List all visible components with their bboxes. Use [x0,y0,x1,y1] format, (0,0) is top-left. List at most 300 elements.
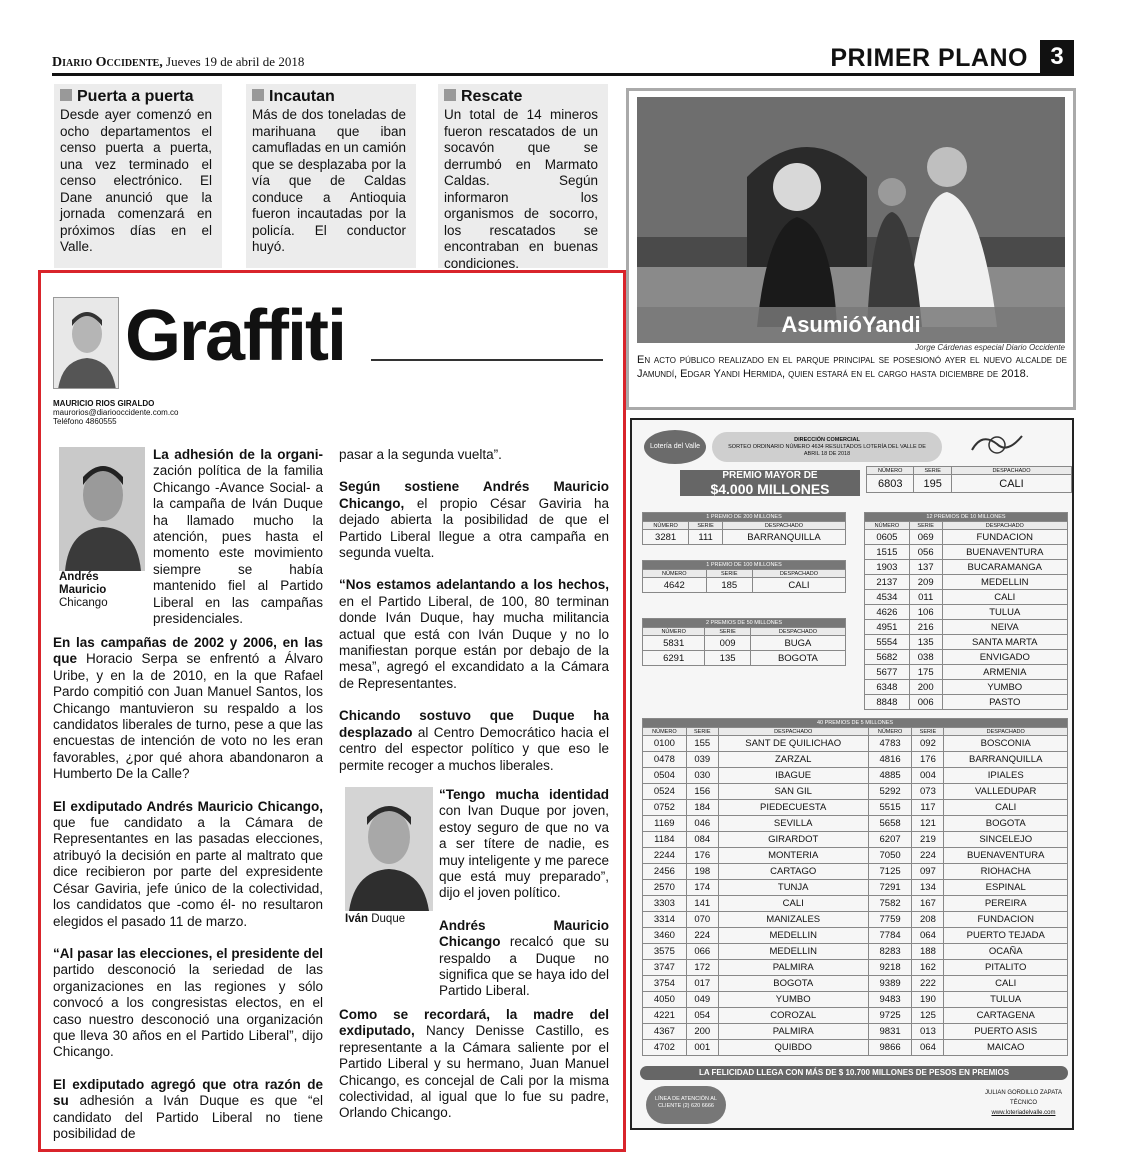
table-row [643,1040,1068,1056]
cell-serie: 224 [912,848,944,864]
cell-numero: 3314 [643,912,687,928]
cell-despachado: ESPINAL [944,880,1068,896]
paragraph-lead: Como se recordará, la madre del exdiputado, [339,1007,609,1039]
cell-serie: 190 [912,992,944,1008]
cell-numero: 6348 [865,680,910,695]
lottery-banner [712,432,942,462]
cell-despachado: TUNJA [718,880,868,896]
table-row [643,800,1068,816]
cell-numero: 4702 [643,1040,687,1056]
table-row [643,848,1068,864]
table-caption: 1 PREMIO DE 100 MILLONES [643,561,846,570]
brief-puerta-a-puerta [54,84,222,268]
col-despachado: DESPACHADO [944,728,1068,736]
col-serie: SERIE [912,728,944,736]
brief-title-text: Puerta a puerta [77,88,194,105]
col-serie: SERIE [689,522,723,530]
cell-despachado: BUGA [750,636,845,651]
paragraph [53,635,323,783]
cell-numero: 6207 [868,832,912,848]
table-caption: 1 PREMIO DE 200 MILLONES [643,513,846,522]
table-row [643,530,846,545]
masthead-dateline [52,54,304,71]
col-numero: NÚMERO [868,728,912,736]
paragraph-lead: El exdiputado Andrés Mauricio Chicango, [53,798,323,814]
cell-serie: 198 [686,864,718,880]
paragraph [339,447,609,463]
col-serie: SERIE [686,728,718,736]
paragraph [339,708,609,774]
table-row [643,864,1068,880]
cell-despachado: TULUA [944,992,1068,1008]
table-row [865,680,1068,695]
paragraph [339,577,609,692]
cell-numero: 9218 [868,960,912,976]
paragraph [439,918,609,1000]
table-row [865,665,1068,680]
cell-despachado: MONTERIA [718,848,868,864]
square-bullet-icon [252,89,264,101]
lottery-header-line2: SORTEO ORDINARIO NÚMERO 4634 RESULTADOS LOTERÍA DEL VALLE DE [728,444,926,450]
cell-numero: 0100 [643,736,687,752]
cell-numero: 5515 [868,800,912,816]
cell-serie: 004 [912,768,944,784]
cell-numero: 3281 [643,530,689,545]
cell-serie: 176 [912,752,944,768]
cell-despachado: CALI [944,976,1068,992]
columnist-portrait [54,298,119,389]
cell-serie: 219 [912,832,944,848]
paragraph-lead: Chicando sostuvo que Duque ha desplazado [339,708,609,740]
paragraph [439,787,609,902]
author-name: MAURICIO RIOS GIRALDO [53,399,155,408]
cell-despachado: CALI [752,578,845,593]
cell-despachado: CARTAGENA [944,1008,1068,1024]
cell-serie: 013 [912,1024,944,1040]
col-despachado: DESPACHADO [752,570,845,578]
paragraph-body: Nancy Denisse Castillo, es representante a la Cámara saliente por el Partido Liberal y su hermano, Juan Manuel Chicango, es concejal de Cali por la misma colectividad, al igual que lo fue su padre, Orlando Chicango. [339,1023,609,1121]
cell-despachado: MEDELLIN [718,944,868,960]
author-email: maurorios@diariooccidente.com.co [53,408,179,417]
brief-text: Desde ayer comenzó en ocho departamentos el censo puerta a puerta, una vez terminado el censo electrónico. El Dane anunció que la jornada comenzará en próximos días en el Valle. [60,107,212,254]
paragraph [339,479,609,561]
cell-serie: 039 [686,752,718,768]
grand-prize-table [866,466,1072,493]
masthead [52,44,1074,76]
cell-serie: 141 [686,896,718,912]
cell-despachado: SINCELEJO [944,832,1068,848]
left-text-column [153,447,323,643]
cell-numero: 9831 [868,1024,912,1040]
duque-portrait [345,787,433,911]
cell-numero: 4951 [865,620,910,635]
issue-date: Jueves 19 de abril de 2018 [166,54,305,69]
table-row [643,784,1068,800]
table-row [865,605,1068,620]
table-header-row [643,628,846,636]
lottery-footer-banner: LA FELICIDAD LLEGA CON MÁS DE $ 10.700 MILLONES DE PESOS EN PREMIOS [640,1066,1068,1080]
cell-numero: 4050 [643,992,687,1008]
table-row [643,651,846,666]
paragraph-body: al Centro Democrático hacia el centro del espector político y que eso le permite recoger a muchos liberales. [339,724,609,773]
cell-despachado: BUENAVENTURA [942,545,1067,560]
cell-despachado: YUMBO [942,680,1067,695]
cell-numero: 8848 [865,695,910,710]
table-row [865,695,1068,710]
brief-incautan [246,84,416,268]
lottery-header [632,424,1072,468]
cell-despachado: SANTA MARTA [942,635,1067,650]
cell-despachado: PASTO [942,695,1067,710]
cell-serie: 200 [686,1024,718,1040]
table-row [643,832,1068,848]
cell-serie: 125 [912,1008,944,1024]
paper-name: Diario Occidente, [52,55,163,70]
paragraph-lead: El exdiputado agregó que otra razón de su [53,1076,323,1109]
cell-serie: 184 [686,800,718,816]
table-caption-row [865,513,1068,522]
cell-numero: 4534 [865,590,910,605]
cell-serie: 001 [686,1040,718,1056]
col-despachado: DESPACHADO [952,467,1072,475]
table-row [865,575,1068,590]
duque-photo [345,787,433,911]
photo-story [626,88,1076,410]
prize-table-50 [642,618,846,666]
table-row [643,944,1068,960]
duque-caption [345,913,405,925]
table-row [643,960,1068,976]
cell-serie: 117 [912,800,944,816]
cell-numero: 9866 [868,1040,912,1056]
cell-numero: 4626 [865,605,910,620]
table-row [643,768,1068,784]
col-numero: NÚMERO [643,522,689,530]
table-row [643,752,1068,768]
cell-despachado: SAN GIL [718,784,868,800]
cell-serie: 121 [912,816,944,832]
cell-despachado: NEIVA [942,620,1067,635]
cell-despachado: MEDELLIN [942,575,1067,590]
cell-serie: 064 [912,928,944,944]
cell-serie: 092 [912,736,944,752]
cell-serie: 049 [686,992,718,1008]
brief-title [252,88,406,106]
col-despachado: DESPACHADO [722,522,845,530]
cell-despachado: CALI [942,590,1067,605]
table-row [643,928,1068,944]
cell-serie: 006 [909,695,942,710]
cell-numero: 5682 [865,650,910,665]
cell-numero: 9389 [868,976,912,992]
col-despachado: DESPACHADO [718,728,868,736]
cell-serie: 054 [686,1008,718,1024]
square-bullet-icon [444,89,456,101]
column-title: Graffiti [125,296,346,376]
cell-numero: 7291 [868,880,912,896]
cell-despachado: RIOHACHA [944,864,1068,880]
cell-despachado: BOSCONIA [944,736,1068,752]
news-photo [637,97,1065,343]
cell-numero: 1903 [865,560,910,575]
cell-serie: 070 [686,912,718,928]
cell-numero: 3575 [643,944,687,960]
cell-serie: 156 [686,784,718,800]
cell-numero: 7582 [868,896,912,912]
table-row [643,912,1068,928]
paragraph-lead: “Tengo mucha identidad [439,787,609,802]
signer [985,1088,1062,1118]
cell-despachado: IPIALES [944,768,1068,784]
cell-numero: 1515 [865,545,910,560]
cell-numero: 2456 [643,864,687,880]
table-row [643,816,1068,832]
cell-despachado: TULUA [942,605,1067,620]
cell-despachado: PUERTO ASIS [944,1024,1068,1040]
cell-serie: 175 [909,665,942,680]
cell-numero: 3754 [643,976,687,992]
brief-rescate [438,84,608,271]
grand-despachado: CALI [952,475,1072,493]
table-row [865,560,1068,575]
table-caption-row [643,619,846,628]
author-block [53,399,179,426]
prize-table-seco [642,718,1068,1056]
cell-numero: 4783 [868,736,912,752]
table-caption: 12 PREMIOS DE 10 MILLONES [865,513,1068,522]
chicango-portrait [59,447,145,571]
chicango-photo [59,447,145,571]
lottery-logo: Lotería del Valle [644,430,706,464]
cell-despachado: YUMBO [718,992,868,1008]
cell-numero: 3460 [643,928,687,944]
cell-serie: 135 [705,651,751,666]
cell-despachado: ZARZAL [718,752,868,768]
grand-prize-label [680,470,860,496]
table-row [865,545,1068,560]
cell-numero: 9483 [868,992,912,1008]
chicango-caption-text: Chicango [59,597,108,609]
cell-serie: 222 [912,976,944,992]
cell-serie: 097 [912,864,944,880]
cell-despachado: PALMIRA [718,960,868,976]
table-caption-row [643,561,846,570]
section-title: PRIMER PLANO [830,44,1028,72]
left-text-column-lower [53,635,323,1158]
cell-despachado: ARMENIA [942,665,1067,680]
cell-numero: 0605 [865,530,910,545]
prize-table-200 [642,512,846,545]
cell-serie: 066 [686,944,718,960]
table-caption: 40 PREMIOS DE 5 MILLONES [643,719,1068,728]
table-row [865,635,1068,650]
cell-despachado: BUENAVENTURA [944,848,1068,864]
paragraph [53,946,323,1061]
cell-numero: 5292 [868,784,912,800]
col-serie: SERIE [705,628,751,636]
cell-despachado: CARTAGO [718,864,868,880]
paragraph-body: recalcó que su respaldo a Duque no significa que se haya ido del Partido Liberal. [439,934,609,999]
lottery-website: www.loteriadelvalle.com [991,1110,1056,1116]
cell-despachado: FUNDACION [944,912,1068,928]
cell-serie: 106 [909,605,942,620]
col-numero: NÚMERO [865,522,910,530]
table-row [865,620,1068,635]
cell-numero: 7759 [868,912,912,928]
col-serie: SERIE [706,570,752,578]
paragraph-body: el propio César Gaviria ha dejado abierta la posibilidad de que el Partido Liberal llegue a otra campaña en segunda vuelta. [339,495,609,561]
cell-serie: 011 [909,590,942,605]
table-row [643,736,1068,752]
cell-despachado: CALI [718,896,868,912]
paragraph-body: partido desconoció la seriedad de las organizaciones en las regiones y sólo convocó a los congresistas electos, en el caso nuestro desconoció una organización que lleva 30 años en el Partido Liberal”, dijo Chicango. [53,962,323,1060]
grand-prize [680,467,1072,500]
grand-prize-label-1: PREMIO MAYOR DE [722,470,818,481]
table-row [643,1008,1068,1024]
cell-despachado: BOGOTA [750,651,845,666]
col-numero: NÚMERO [643,628,705,636]
cell-serie: 200 [909,680,942,695]
grand-numero: 6803 [867,475,914,493]
cell-despachado: GIRARDOT [718,832,868,848]
table-row [643,976,1068,992]
cell-despachado: BARRANQUILLA [722,530,845,545]
right-text-column-lower [339,1007,609,1138]
cell-serie: 038 [909,650,942,665]
lottery-bottom [642,1084,1066,1128]
signer-name: JULIAN GORDILLO ZAPATA [984,1090,1062,1096]
cell-numero: 6291 [643,651,705,666]
cell-numero: 4642 [643,578,707,593]
cell-numero: 4367 [643,1024,687,1040]
cell-serie: 172 [686,960,718,976]
paragraph-lead: “Nos estamos adelantando a los hechos, [339,577,609,593]
grand-serie: 195 [914,475,952,493]
square-bullet-icon [60,89,72,101]
brief-title-text: Rescate [461,88,523,105]
table-caption-row [643,719,1068,728]
table-row [643,636,846,651]
cell-numero: 1184 [643,832,687,848]
cell-numero: 3747 [643,960,687,976]
photo-overlay-title: AsumióYandi [637,307,1065,343]
graffiti-column [38,270,626,1152]
cell-numero: 9725 [868,1008,912,1024]
paragraph [53,1077,323,1143]
col-numero: NÚMERO [643,728,687,736]
cell-despachado: IBAGUE [718,768,868,784]
cell-serie: 137 [909,560,942,575]
paragraph [53,799,323,930]
cell-numero: 7050 [868,848,912,864]
lottery-header-line1: DIRECCIÓN COMERCIAL [794,437,860,443]
cell-numero: 4816 [868,752,912,768]
col-serie: SERIE [914,467,952,475]
col-numero: NÚMERO [643,570,707,578]
title-rule [371,359,603,361]
right-text-column [339,447,609,790]
cell-despachado: FUNDACION [942,530,1067,545]
cell-despachado: MANIZALES [718,912,868,928]
duque-caption-bold: Iván [345,913,369,925]
cell-numero: 0752 [643,800,687,816]
cell-numero: 2570 [643,880,687,896]
cell-numero: 5658 [868,816,912,832]
columnist-photo [53,297,119,389]
cell-despachado: SANT DE QUILICHAO [718,736,868,752]
col-despachado: DESPACHADO [942,522,1067,530]
table-row [643,578,846,593]
cell-serie: 073 [912,784,944,800]
chicango-caption-bold: Andrés Mauricio [59,571,107,596]
cell-numero: 5677 [865,665,910,680]
cell-serie: 174 [686,880,718,896]
table-row [643,880,1068,896]
cell-despachado: PEREIRA [944,896,1068,912]
cell-serie: 224 [686,928,718,944]
cell-numero: 7125 [868,864,912,880]
signer-role: TÉCNICO [1009,1100,1037,1106]
cell-serie: 176 [686,848,718,864]
col-numero: NÚMERO [867,467,914,475]
cell-serie: 046 [686,816,718,832]
cell-serie: 030 [686,768,718,784]
signature-mark [967,430,1027,460]
brief-text: Un total de 14 mineros fueron rescatados de un socavón que se derrumbó en Marmato Caldas. Según informaron los organismos de socorro, los rescatados se encontraban en buenas condiciones. [444,107,598,271]
table-caption-row [643,513,846,522]
cell-serie: 185 [706,578,752,593]
table-row [643,1024,1068,1040]
cell-despachado: BARRANQUILLA [944,752,1068,768]
cell-serie: 216 [909,620,942,635]
cell-serie: 134 [912,880,944,896]
cell-serie: 162 [912,960,944,976]
prize-table-10 [864,512,1068,710]
cell-despachado: PIEDECUESTA [718,800,868,816]
cell-numero: 0524 [643,784,687,800]
brief-title [60,88,212,106]
cell-despachado: VALLEDUPAR [944,784,1068,800]
cell-numero: 8283 [868,944,912,960]
right-text-column-mid [439,787,609,1000]
cell-serie: 167 [912,896,944,912]
signature-icon [952,430,1042,464]
cell-serie: 084 [686,832,718,848]
cell-numero: 4885 [868,768,912,784]
cell-despachado: BUCARAMANGA [942,560,1067,575]
cell-numero: 0478 [643,752,687,768]
cell-numero: 7784 [868,928,912,944]
cell-despachado: PALMIRA [718,1024,868,1040]
cell-despachado: PITALITO [944,960,1068,976]
paragraph [153,447,323,627]
paragraph-lead: La adhesión de la organi- [153,447,323,462]
table-row [865,590,1068,605]
paragraph-body: adhesión a Iván Duque es que “el candidato del Partido Liberal no tiene posibilidad de [53,1093,323,1141]
author-phone: Teléfono 4860555 [53,417,117,426]
table-row [643,896,1068,912]
cell-serie: 209 [909,575,942,590]
cell-despachado: BOGOTA [718,976,868,992]
cell-serie: 009 [705,636,751,651]
cell-numero: 5554 [865,635,910,650]
cell-serie: 017 [686,976,718,992]
paragraph-lead: Según sostiene Andrés Mauricio Chicango, [339,479,609,511]
cell-numero: 2244 [643,848,687,864]
cell-despachado: SEVILLA [718,816,868,832]
cell-serie: 069 [909,530,942,545]
table-header-row [643,570,846,578]
